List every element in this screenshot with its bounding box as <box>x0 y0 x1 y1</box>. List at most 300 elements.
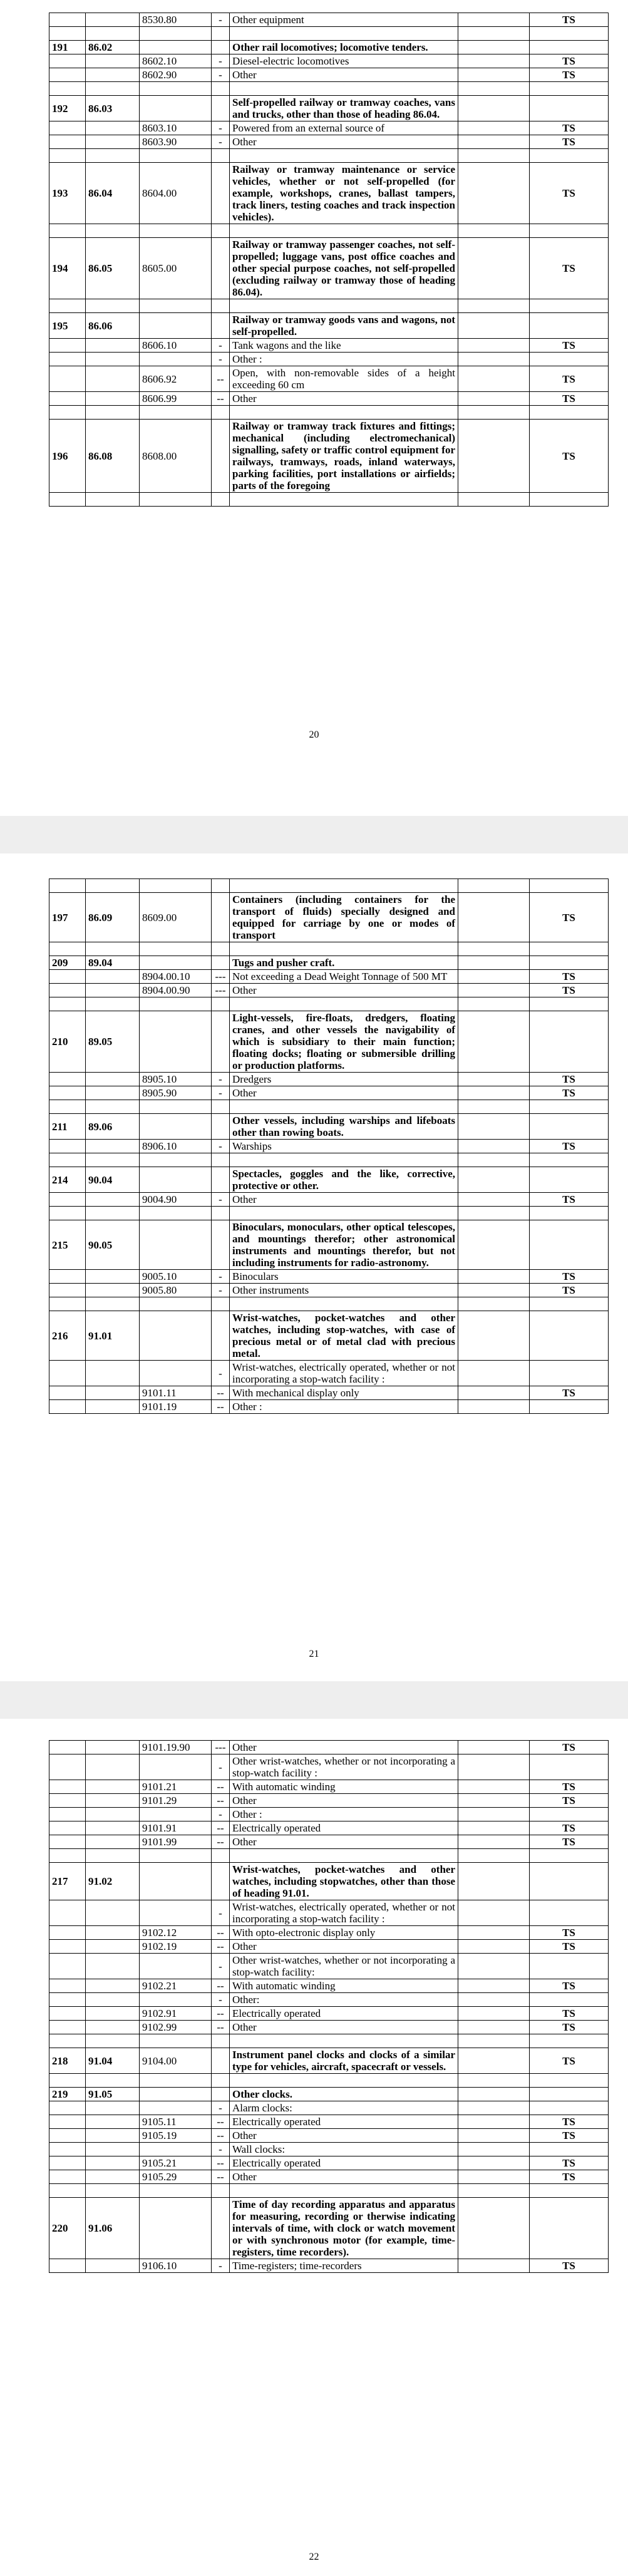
dash-level-cell <box>212 27 230 41</box>
blank-cell <box>458 2007 530 2021</box>
tariff-code-cell: 9101.99 <box>140 1835 212 1849</box>
heading-cell <box>86 149 140 163</box>
page-number: 20 <box>309 729 319 740</box>
tariff-code-cell: 8606.10 <box>140 339 212 353</box>
blank-cell <box>458 1808 530 1821</box>
blank-cell <box>458 2259 530 2273</box>
serial-number-cell <box>49 82 86 96</box>
table-row <box>49 984 609 997</box>
tariff-table <box>49 1740 609 2273</box>
tariff-table <box>49 13 609 507</box>
tariff-code-cell <box>140 41 212 54</box>
dash-level-cell: --- <box>212 970 230 984</box>
table-row <box>49 135 609 149</box>
description-cell: Electrically operated <box>230 1821 458 1835</box>
table-row <box>49 366 609 392</box>
description-cell: With opto-electronic display only <box>230 1926 458 1940</box>
dash-level-cell: -- <box>212 2156 230 2170</box>
blank-cell <box>458 41 530 54</box>
blank-cell <box>458 2021 530 2034</box>
status-cell <box>530 1754 609 1780</box>
heading-cell <box>86 299 140 313</box>
tariff-code-cell: 9101.19.90 <box>140 1741 212 1754</box>
description-cell: Other <box>230 984 458 997</box>
status-cell <box>530 224 609 238</box>
blank-cell <box>458 1835 530 1849</box>
tariff-code-cell <box>140 1100 212 1114</box>
heading-cell <box>86 2156 140 2170</box>
serial-number-cell <box>49 68 86 82</box>
tariff-code-cell <box>140 96 212 121</box>
blank-cell <box>458 1900 530 1926</box>
dash-level-cell <box>212 1220 230 1270</box>
status-cell: TS <box>530 1940 609 1954</box>
table-row <box>49 163 609 224</box>
serial-number-cell <box>49 1835 86 1849</box>
serial-number-cell <box>49 1297 86 1311</box>
blank-cell <box>458 1361 530 1386</box>
blank-cell <box>458 2048 530 2074</box>
status-cell <box>530 1167 609 1193</box>
table-row <box>49 68 609 82</box>
tariff-code-cell <box>140 1297 212 1311</box>
description-cell <box>230 27 458 41</box>
tariff-code-cell <box>140 1993 212 2007</box>
serial-number-cell <box>49 27 86 41</box>
heading-cell <box>86 1849 140 1863</box>
description-cell: Other wrist-watches, whether or not incorporating a stop-watch facility : <box>230 1754 458 1780</box>
serial-number-cell: 197 <box>49 893 86 942</box>
serial-number-cell <box>49 1780 86 1794</box>
table-row <box>49 2198 609 2259</box>
heading-cell <box>86 1741 140 1754</box>
dash-level-cell <box>212 493 230 507</box>
spacer-row <box>49 942 609 956</box>
table-row <box>49 1794 609 1808</box>
serial-number-cell <box>49 1153 86 1167</box>
dash-level-cell: - <box>212 1993 230 2007</box>
tariff-code-cell <box>140 27 212 41</box>
blank-cell <box>458 1311 530 1361</box>
heading-cell <box>86 366 140 392</box>
description-cell: With automatic winding <box>230 1780 458 1794</box>
dash-level-cell: - <box>212 1361 230 1386</box>
spacer-row <box>49 1100 609 1114</box>
table-row <box>49 2170 609 2184</box>
blank-cell <box>458 1297 530 1311</box>
heading-cell: 91.05 <box>86 2088 140 2101</box>
table-row <box>49 1140 609 1153</box>
heading-cell <box>86 1297 140 1311</box>
status-cell <box>530 1808 609 1821</box>
spacer-row <box>49 224 609 238</box>
heading-cell <box>86 1993 140 2007</box>
status-cell: TS <box>530 984 609 997</box>
status-cell: TS <box>530 1794 609 1808</box>
table-row <box>49 238 609 299</box>
description-cell <box>230 942 458 956</box>
heading-cell: 89.04 <box>86 956 140 970</box>
description-cell: Other vessels, including warships and lifeboats other than rowing boats. <box>230 1114 458 1140</box>
serial-number-cell <box>49 1900 86 1926</box>
blank-cell <box>458 1011 530 1073</box>
description-cell: Powered from an external source of <box>230 121 458 135</box>
tariff-code-cell <box>140 1754 212 1780</box>
serial-number-cell <box>49 13 86 27</box>
description-cell <box>230 997 458 1011</box>
status-cell <box>530 1993 609 2007</box>
tariff-code-cell <box>140 313 212 339</box>
heading-cell <box>86 27 140 41</box>
heading-cell <box>86 353 140 366</box>
table-row <box>49 13 609 27</box>
serial-number-cell <box>49 984 86 997</box>
serial-number-cell <box>49 2021 86 2034</box>
blank-cell <box>458 1940 530 1954</box>
dash-level-cell: -- <box>212 392 230 406</box>
blank-cell <box>458 493 530 507</box>
tariff-code-cell: 8906.10 <box>140 1140 212 1153</box>
status-cell: TS <box>530 1979 609 1993</box>
heading-cell <box>86 1073 140 1086</box>
description-cell: Binoculars, monoculars, other optical telescopes, and mountings therefor; other astronomical instruments and mountings therefor, but not including instruments for radio-astronomy. <box>230 1220 458 1270</box>
tariff-code-cell <box>140 1954 212 1979</box>
status-cell: TS <box>530 1821 609 1835</box>
blank-cell <box>458 2143 530 2156</box>
dash-level-cell <box>212 149 230 163</box>
dash-level-cell <box>212 420 230 493</box>
serial-number-cell <box>49 1400 86 1414</box>
blank-cell <box>458 82 530 96</box>
dash-level-cell: - <box>212 2101 230 2115</box>
serial-number-cell <box>49 1954 86 1979</box>
table-row <box>49 2156 609 2170</box>
serial-number-cell: 196 <box>49 420 86 493</box>
heading-cell: 89.06 <box>86 1114 140 1140</box>
serial-number-cell <box>49 942 86 956</box>
heading-cell <box>86 392 140 406</box>
spacer-row <box>49 406 609 420</box>
serial-number-cell <box>49 1086 86 1100</box>
status-cell <box>530 1849 609 1863</box>
description-cell: Not exceeding a Dead Weight Tonnage of 500 MT <box>230 970 458 984</box>
serial-number-cell <box>49 149 86 163</box>
description-cell: Other clocks. <box>230 2088 458 2101</box>
description-cell: Wrist-watches, electrically operated, whether or not incorporating a stop-watch facility : <box>230 1361 458 1386</box>
description-cell: Other : <box>230 1808 458 1821</box>
serial-number-cell <box>49 2129 86 2143</box>
blank-cell <box>458 392 530 406</box>
description-cell: Other : <box>230 353 458 366</box>
status-cell <box>530 2034 609 2048</box>
description-cell: Other <box>230 1086 458 1100</box>
dash-level-cell <box>212 2198 230 2259</box>
description-cell: Dredgers <box>230 1073 458 1086</box>
tariff-code-cell: 8904.00.90 <box>140 984 212 997</box>
tariff-code-cell: 9102.12 <box>140 1926 212 1940</box>
description-cell: Other <box>230 1835 458 1849</box>
table-row <box>49 1780 609 1794</box>
blank-cell <box>458 1386 530 1400</box>
blank-cell <box>458 970 530 984</box>
heading-cell <box>86 54 140 68</box>
status-cell <box>530 1311 609 1361</box>
description-cell <box>230 2034 458 2048</box>
dash-level-cell: - <box>212 1754 230 1780</box>
table-row <box>49 1754 609 1780</box>
status-cell: TS <box>530 1140 609 1153</box>
status-cell <box>530 1114 609 1140</box>
description-cell: Other <box>230 2021 458 2034</box>
page-separator <box>0 816 628 853</box>
serial-number-cell <box>49 1270 86 1284</box>
blank-cell <box>458 339 530 353</box>
description-cell: Other <box>230 2129 458 2143</box>
table-row <box>49 1900 609 1926</box>
tariff-code-cell: 8604.00 <box>140 163 212 224</box>
blank-cell <box>458 1754 530 1780</box>
serial-number-cell <box>49 1926 86 1940</box>
dash-level-cell: - <box>212 1086 230 1100</box>
dash-level-cell: - <box>212 2259 230 2273</box>
status-cell: TS <box>530 121 609 135</box>
table-row <box>49 2048 609 2074</box>
blank-cell <box>458 96 530 121</box>
blank-cell <box>458 1100 530 1114</box>
table-row <box>49 2021 609 2034</box>
heading-cell: 86.05 <box>86 238 140 299</box>
blank-cell <box>458 54 530 68</box>
description-cell <box>230 2184 458 2198</box>
description-cell: Spectacles, goggles and the like, corrective, protective or other. <box>230 1167 458 1193</box>
status-cell: TS <box>530 1086 609 1100</box>
dash-level-cell: -- <box>212 1794 230 1808</box>
tariff-code-cell <box>140 2088 212 2101</box>
blank-cell <box>458 2101 530 2115</box>
serial-number-cell: 215 <box>49 1220 86 1270</box>
serial-number-cell <box>49 2101 86 2115</box>
tariff-code-cell: 8602.10 <box>140 54 212 68</box>
description-cell: Diesel-electric locomotives <box>230 54 458 68</box>
table-row <box>49 1835 609 1849</box>
description-cell <box>230 1153 458 1167</box>
heading-cell <box>86 997 140 1011</box>
status-cell: TS <box>530 1270 609 1284</box>
dash-level-cell: - <box>212 339 230 353</box>
status-cell <box>530 2184 609 2198</box>
dash-level-cell: - <box>212 1954 230 1979</box>
status-cell <box>530 1100 609 1114</box>
description-cell: Other : <box>230 1400 458 1414</box>
status-cell: TS <box>530 1073 609 1086</box>
serial-number-cell <box>49 1361 86 1386</box>
dash-level-cell <box>212 942 230 956</box>
tariff-code-cell: 8608.00 <box>140 420 212 493</box>
dash-level-cell <box>212 1849 230 1863</box>
heading-cell <box>86 2101 140 2115</box>
table-row <box>49 1954 609 1979</box>
serial-number-cell <box>49 970 86 984</box>
blank-cell <box>458 13 530 27</box>
status-cell <box>530 1863 609 1900</box>
dash-level-cell <box>212 1207 230 1220</box>
description-cell: Other: <box>230 1993 458 2007</box>
blank-cell <box>458 2074 530 2088</box>
status-cell <box>530 1207 609 1220</box>
dash-level-cell: -- <box>212 1400 230 1414</box>
spacer-row <box>49 299 609 313</box>
tariff-code-cell: 8602.90 <box>140 68 212 82</box>
heading-cell <box>86 2021 140 2034</box>
tariff-code-cell: 8905.90 <box>140 1086 212 1100</box>
description-cell: Other <box>230 2170 458 2184</box>
description-cell: Wrist-watches, pocket-watches and other watches, including stop-watches, with case of precious metal or of metal clad with precious metal. <box>230 1311 458 1361</box>
dash-level-cell: -- <box>212 2021 230 2034</box>
tariff-code-cell <box>140 2143 212 2156</box>
spacer-row <box>49 997 609 1011</box>
dash-level-cell: -- <box>212 1835 230 1849</box>
serial-number-cell <box>49 1940 86 1954</box>
serial-number-cell: 209 <box>49 956 86 970</box>
blank-cell <box>458 1400 530 1414</box>
status-cell: TS <box>530 238 609 299</box>
tariff-code-cell: 9101.21 <box>140 1780 212 1794</box>
blank-cell <box>458 879 530 893</box>
dash-level-cell: - <box>212 1193 230 1207</box>
heading-cell: 91.02 <box>86 1863 140 1900</box>
description-cell: With automatic winding <box>230 1979 458 1993</box>
serial-number-cell <box>49 121 86 135</box>
dash-level-cell <box>212 1167 230 1193</box>
serial-number-cell: 193 <box>49 163 86 224</box>
description-cell: Other <box>230 68 458 82</box>
blank-cell <box>458 2156 530 2170</box>
serial-number-cell <box>49 224 86 238</box>
tariff-code-cell: 9004.90 <box>140 1193 212 1207</box>
dash-level-cell: -- <box>212 1386 230 1400</box>
serial-number-cell <box>49 1284 86 1297</box>
tariff-code-cell: 8603.10 <box>140 121 212 135</box>
description-cell: Instrument panel clocks and clocks of a similar type for vehicles, aircraft, spacecraft or vessels. <box>230 2048 458 2074</box>
status-cell: TS <box>530 392 609 406</box>
dash-level-cell <box>212 956 230 970</box>
blank-cell <box>458 1863 530 1900</box>
dash-level-cell <box>212 1153 230 1167</box>
status-cell <box>530 1297 609 1311</box>
serial-number-cell: 211 <box>49 1114 86 1140</box>
table-row <box>49 1270 609 1284</box>
spacer-row <box>49 1153 609 1167</box>
heading-cell <box>86 68 140 82</box>
blank-cell <box>458 224 530 238</box>
description-cell: Other rail locomotives; locomotive tenders. <box>230 41 458 54</box>
status-cell: TS <box>530 1926 609 1940</box>
description-cell: Other <box>230 1741 458 1754</box>
serial-number-cell: 192 <box>49 96 86 121</box>
dash-level-cell <box>212 238 230 299</box>
dash-level-cell: - <box>212 1073 230 1086</box>
serial-number-cell <box>49 392 86 406</box>
dash-level-cell <box>212 1311 230 1361</box>
heading-cell: 86.09 <box>86 893 140 942</box>
heading-cell <box>86 2007 140 2021</box>
tariff-code-cell: 9005.80 <box>140 1284 212 1297</box>
tariff-code-cell <box>140 879 212 893</box>
dash-level-cell: --- <box>212 1741 230 1754</box>
description-cell <box>230 149 458 163</box>
tariff-code-cell: 8609.00 <box>140 893 212 942</box>
status-cell <box>530 82 609 96</box>
description-cell: Railway or tramway goods vans and wagons, not self-propelled. <box>230 313 458 339</box>
description-cell <box>230 406 458 420</box>
blank-cell <box>458 2034 530 2048</box>
status-cell <box>530 299 609 313</box>
tariff-code-cell <box>140 2101 212 2115</box>
status-cell <box>530 149 609 163</box>
blank-cell <box>458 121 530 135</box>
heading-cell: 89.05 <box>86 1011 140 1073</box>
status-cell <box>530 1361 609 1386</box>
description-cell: Railway or tramway passenger coaches, not self-propelled; luggage vans, post office coaches and other special purpose coaches, not self-propelled (excluding railway or tramway those of heading 86.04). <box>230 238 458 299</box>
description-cell: Wall clocks: <box>230 2143 458 2156</box>
status-cell: TS <box>530 1835 609 1849</box>
serial-number-cell <box>49 2007 86 2021</box>
tariff-code-cell <box>140 224 212 238</box>
dash-level-cell: --- <box>212 984 230 997</box>
description-cell: With mechanical display only <box>230 1386 458 1400</box>
description-cell: Other instruments <box>230 1284 458 1297</box>
tariff-code-cell <box>140 149 212 163</box>
blank-cell <box>458 299 530 313</box>
heading-cell <box>86 1794 140 1808</box>
heading-cell <box>86 1926 140 1940</box>
blank-cell <box>458 893 530 942</box>
dash-level-cell: - <box>212 68 230 82</box>
heading-cell <box>86 1400 140 1414</box>
heading-cell <box>86 1979 140 1993</box>
status-cell <box>530 1220 609 1270</box>
blank-cell <box>458 238 530 299</box>
heading-cell <box>86 942 140 956</box>
dash-level-cell <box>212 2034 230 2048</box>
heading-cell: 90.04 <box>86 1167 140 1193</box>
heading-cell <box>86 1954 140 1979</box>
tariff-code-cell <box>140 299 212 313</box>
serial-number-cell <box>49 1849 86 1863</box>
description-cell: Other <box>230 135 458 149</box>
table-row <box>49 54 609 68</box>
heading-cell <box>86 121 140 135</box>
status-cell: TS <box>530 2007 609 2021</box>
blank-cell <box>458 956 530 970</box>
blank-cell <box>458 1220 530 1270</box>
status-cell <box>530 997 609 1011</box>
serial-number-cell: 217 <box>49 1863 86 1900</box>
heading-cell <box>86 1821 140 1835</box>
status-cell: TS <box>530 2170 609 2184</box>
table-row <box>49 1311 609 1361</box>
table-row <box>49 2101 609 2115</box>
status-cell <box>530 313 609 339</box>
heading-cell <box>86 406 140 420</box>
status-cell: TS <box>530 1284 609 1297</box>
dash-level-cell: - <box>212 1808 230 1821</box>
tariff-code-cell <box>140 1808 212 1821</box>
heading-cell: 86.06 <box>86 313 140 339</box>
status-cell <box>530 2101 609 2115</box>
blank-cell <box>458 406 530 420</box>
table-row <box>49 1979 609 1993</box>
